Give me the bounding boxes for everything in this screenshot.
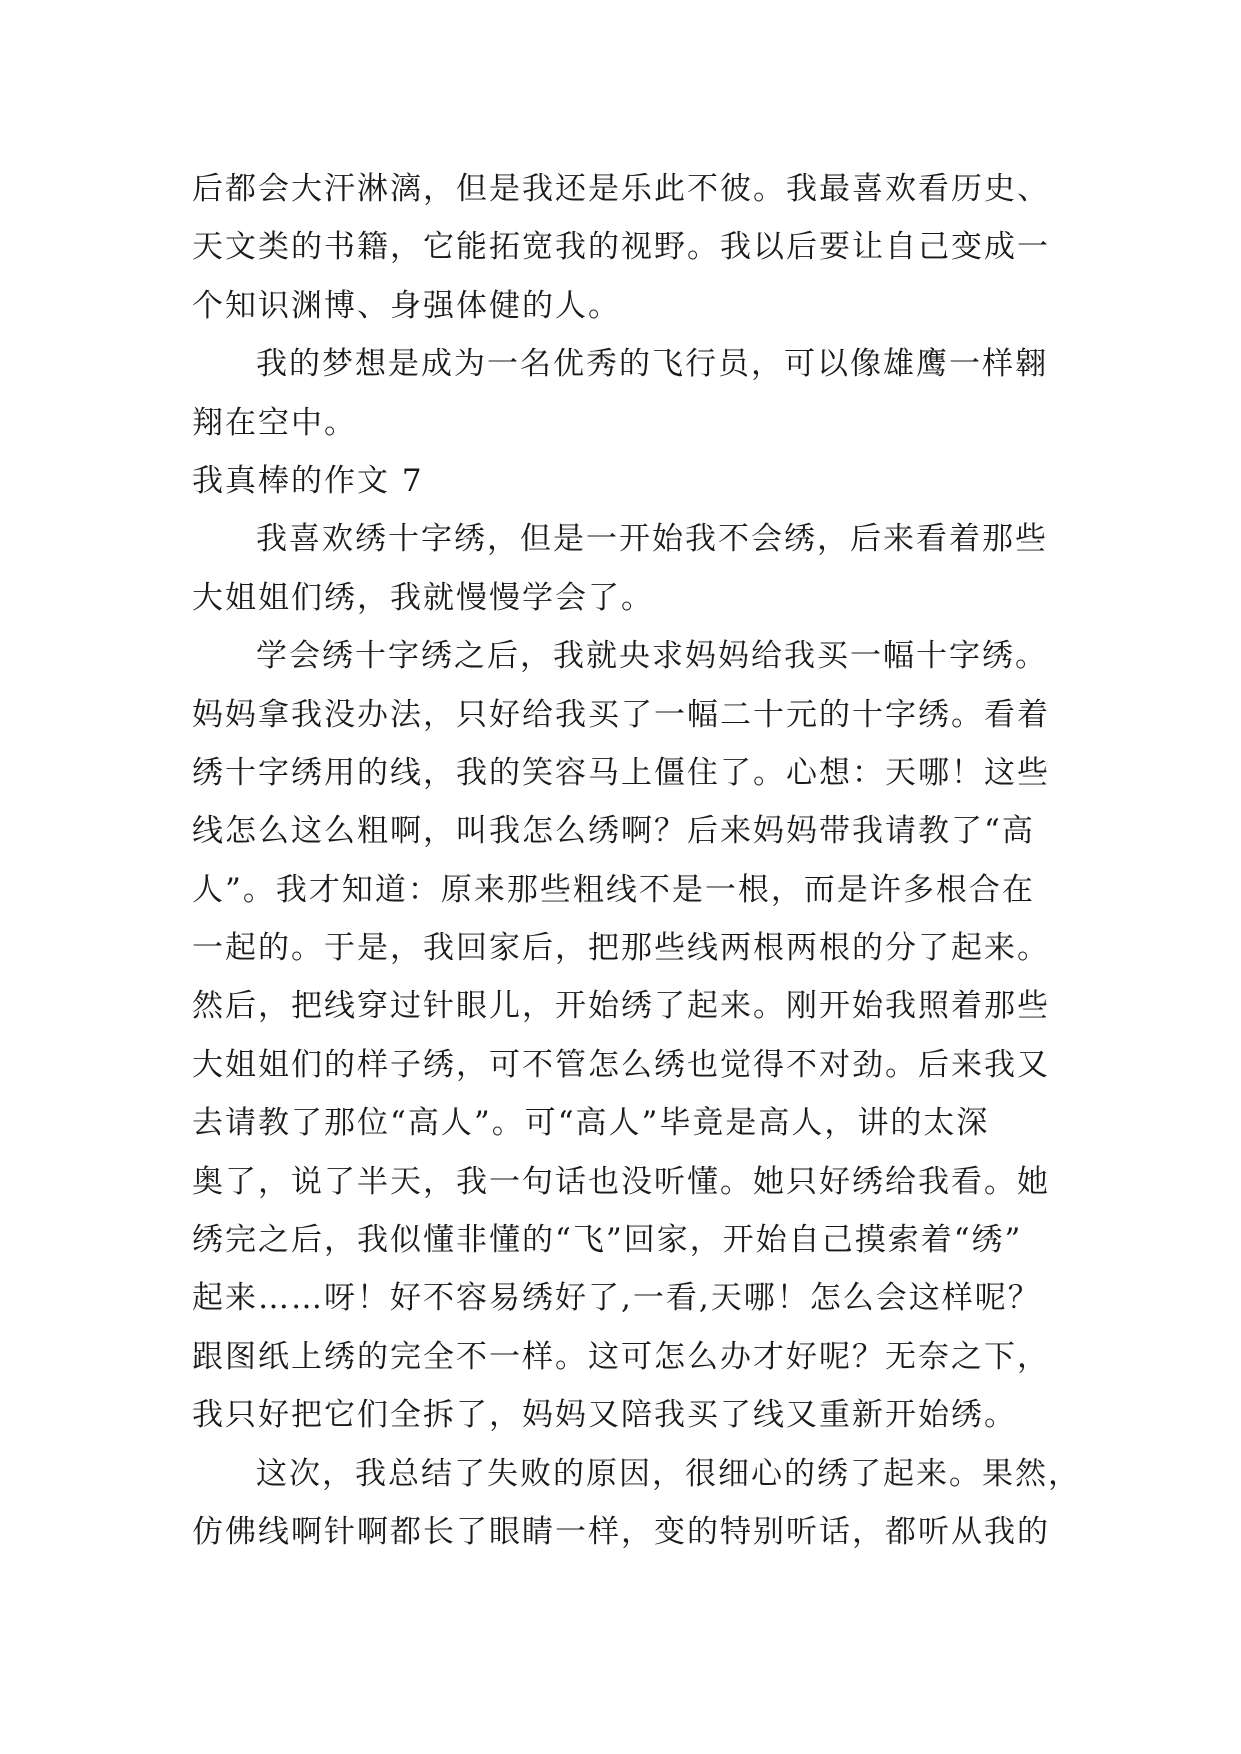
text-line: 翔在空中。 [192, 404, 357, 441]
text-line: 线怎么这么粗啊，叫我怎么绣啊？后来妈妈带我请教了“高 [192, 813, 1035, 850]
text-line: 我的梦想是成为一名优秀的飞行员，可以像雄鹰一样翱 [256, 346, 1048, 383]
text-line: 我只好把它们全拆了，妈妈又陪我买了线又重新开始绣。 [192, 1397, 1017, 1434]
text-line: 妈妈拿我没办法，只好给我买了一幅二十元的十字绣。看着 [192, 696, 1050, 733]
text-line: 学会绣十字绣之后，我就央求妈妈给我买一幅十字绣。 [256, 638, 1048, 675]
text-line: 奥了，说了半天，我一句话也没听懂。她只好绣给我看。她 [192, 1163, 1050, 1200]
text-line: 大姐姐们绣，我就慢慢学会了。 [192, 579, 654, 616]
text-line: 人”。我才知道：原来那些粗线不是一根，而是许多根合在 [192, 871, 1035, 908]
text-line: 起来……呀！好不容易绣好了,一看,天哪！怎么会这样呢？ [192, 1280, 1041, 1317]
text-line: 后都会大汗淋漓，但是我还是乐此不彼。我最喜欢看历史、 [192, 171, 1050, 207]
text-line: 然后，把线穿过针眼儿，开始绣了起来。刚开始我照着那些 [192, 988, 1050, 1025]
text-line: 去请教了那位“高人”。可“高人”毕竟是高人，讲的太深 [192, 1105, 990, 1142]
text-line: 个知识渊博、身强体健的人。 [192, 287, 621, 324]
text-line: 大姐姐们的样子绣，可不管怎么绣也觉得不对劲。后来我又 [192, 1046, 1050, 1083]
text-line: 一起的。于是，我回家后，把那些线两根两根的分了起来。 [192, 930, 1050, 967]
text-line: 绣十字绣用的线，我的笑容马上僵住了。心想：天哪！这些 [192, 754, 1050, 791]
section-title: 我真棒的作文 7 [192, 462, 424, 499]
text-line: 仿佛线啊针啊都长了眼睛一样，变的特别听话，都听从我的 [192, 1513, 1050, 1550]
essay-text [192, 160, 1081, 1561]
text-line: 这次，我总结了失败的原因，很细心的绣了起来。果然， [256, 1455, 1081, 1492]
text-line: 天文类的书籍，它能拓宽我的视野。我以后要让自己变成一 [192, 229, 1050, 266]
text-line: 绣完之后，我似懂非懂的“飞”回家，开始自己摸索着“绣” [192, 1222, 1023, 1259]
text-line: 跟图纸上绣的完全不一样。这可怎么办才好呢？无奈之下， [192, 1338, 1050, 1375]
text-line: 我喜欢绣十字绣，但是一开始我不会绣，后来看着那些 [256, 521, 1048, 558]
